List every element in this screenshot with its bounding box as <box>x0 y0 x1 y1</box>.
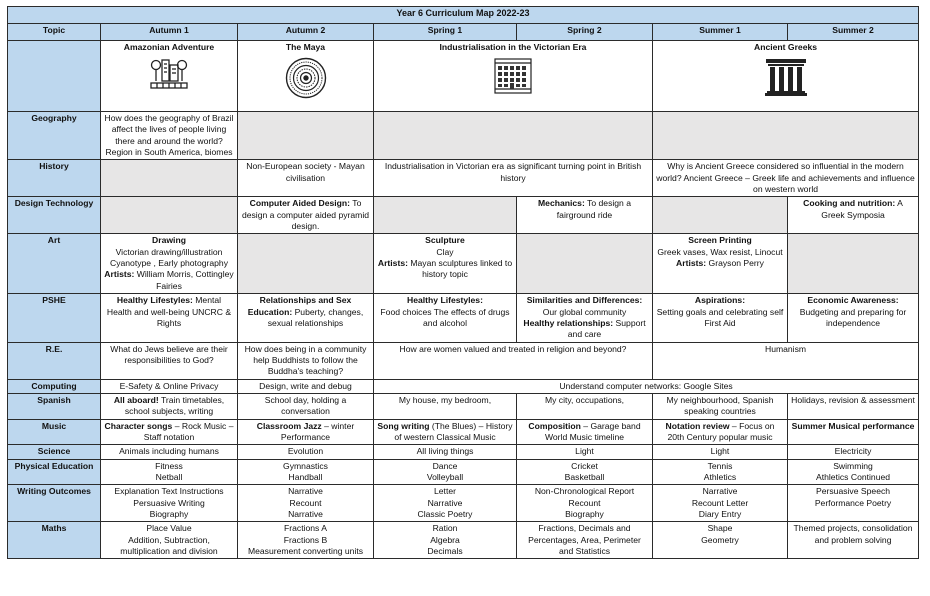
art-spring-1-heading: Sculpture <box>425 235 465 246</box>
art-autumn-1-text: Victorian drawing/illustration Cyanotype , Early photography <box>110 246 228 269</box>
maths-item: Fractions, Decimals and Percentages, Area, Perimeter and Statistics <box>528 523 641 557</box>
topic-the-maya <box>238 41 374 112</box>
maths-item: Geometry <box>701 534 739 545</box>
maths-row <box>8 522 919 559</box>
music-row <box>8 419 919 445</box>
science-autumn-1: Animals including humans <box>101 445 238 459</box>
dt-summer-1 <box>653 197 788 234</box>
history-spring: Industrialisation in Victorian era as significant turning point in British history <box>374 160 653 197</box>
art-summer-1-text: Greek vases, Wax resist, Linocut <box>657 246 783 257</box>
writing-spring-1 <box>374 485 517 522</box>
music-summer-2-heading: Summer Musical performance <box>791 420 915 431</box>
pe-item: Swimming <box>833 460 873 471</box>
history-autumn-2: Non-European society - Mayan civilisation <box>238 160 374 197</box>
subject-label: Music <box>8 419 101 445</box>
topic-title: Industrialisation in the Victorian Era <box>439 42 587 52</box>
topic-row-label <box>8 41 101 112</box>
writing-item: Recount <box>289 497 322 508</box>
topic-ancient-greeks <box>653 41 919 112</box>
pshe-autumn-2 <box>238 294 374 342</box>
pshe-summer-1-text: Setting goals and celebrating self <box>656 306 784 317</box>
pshe-autumn-1 <box>101 294 238 342</box>
writing-item: Recount <box>568 497 601 508</box>
mayan-calendar-icon <box>285 57 327 99</box>
spanish-autumn-1-text: Train timetables, school subjects, writing <box>124 394 225 417</box>
art-spring-1-artists-label: Artists: <box>377 258 408 269</box>
dt-spring-2-heading: Mechanics: <box>538 198 585 209</box>
pshe-summer-2-text: Budgeting and preparing for independence <box>799 306 907 328</box>
dt-autumn-2-text: To design a computer aided pyramid design. <box>241 198 370 232</box>
dt-spring-2-text: To design a fairground ride <box>556 198 631 220</box>
art-autumn-1-artists: William Morris, Cottingley Fairies <box>134 269 234 291</box>
art-autumn-1 <box>101 234 238 294</box>
subject-label: R.E. <box>8 342 101 379</box>
art-spring-1 <box>374 234 517 294</box>
term-header-autumn-1: Autumn 1 <box>101 24 238 41</box>
writing-autumn-1 <box>101 485 238 522</box>
dt-spring-1 <box>374 197 517 234</box>
dt-spring-2 <box>517 197 653 234</box>
art-summer-1-artists: Grayson Perry <box>706 258 764 269</box>
pshe-autumn-1-heading: Healthy Lifestyles: <box>116 295 193 306</box>
subject-label: Physical Education <box>8 459 101 485</box>
topic-title: The Maya <box>285 42 326 52</box>
writing-summer-1 <box>653 485 788 522</box>
dt-summer-2-text: A Greek Symposia <box>821 198 903 220</box>
dt-autumn-2-heading: Computer Aided Design: <box>249 198 351 209</box>
writing-item: Non-Chronological Report <box>534 486 635 497</box>
music-spring-2-heading: Composition <box>528 420 581 431</box>
pe-item: Basketball <box>564 471 605 482</box>
science-row <box>8 445 919 459</box>
pe-item: Volleyball <box>426 471 464 482</box>
pshe-summer-2 <box>788 294 919 342</box>
dt-summer-2-heading: Cooking and nutrition: <box>803 198 896 209</box>
pshe-spring-1-heading: Healthy Lifestyles: <box>407 295 483 306</box>
computing-row <box>8 379 919 393</box>
pe-item: Handball <box>288 471 323 482</box>
pshe-autumn-2-text: Puberty, changes, sexual relationships <box>267 306 364 328</box>
computing-spring-summer: Understand computer networks: Google Sites <box>374 379 919 393</box>
art-spring-1-text: Clay <box>436 246 454 257</box>
writing-item: Letter <box>434 486 456 497</box>
maths-autumn-1 <box>101 522 238 559</box>
maths-item: Fractions A <box>284 523 327 534</box>
writing-item: Performance Poetry <box>814 497 892 508</box>
writing-item: Biography <box>565 509 604 519</box>
pshe-spring-2-text-2: Support and care <box>567 317 646 340</box>
spanish-spring-1: My house, my bedroom, <box>374 393 517 419</box>
writing-outcomes-row <box>8 485 919 522</box>
term-header-summer-1: Summer 1 <box>653 24 788 41</box>
writing-item: Explanation Text Instructions <box>114 486 224 497</box>
music-spring-1-heading: Song writing <box>377 420 430 431</box>
dt-autumn-2 <box>238 197 374 234</box>
science-autumn-2: Evolution <box>238 445 374 459</box>
subject-label: Maths <box>8 522 101 559</box>
history-summer: Why is Ancient Greece considered so influential in the modern world? Ancient Greece – Greek life and achievements and influence on western world <box>653 160 919 197</box>
writing-item: Narrative <box>288 509 323 519</box>
spanish-row <box>8 393 919 419</box>
pe-autumn-2 <box>238 459 374 485</box>
pe-autumn-1 <box>101 459 238 485</box>
subject-label: Geography <box>8 112 101 160</box>
pe-spring-2 <box>517 459 653 485</box>
geography-spring <box>374 112 653 160</box>
topic-row <box>8 41 919 112</box>
term-header-summer-2: Summer 2 <box>788 24 919 41</box>
pe-item: Fitness <box>155 460 183 471</box>
music-autumn-1-heading: Character songs <box>104 420 173 431</box>
term-header-spring-2: Spring 2 <box>517 24 653 41</box>
maths-item: Decimals <box>427 546 463 557</box>
subject-label: Spanish <box>8 393 101 419</box>
maths-item: Shape <box>707 523 733 534</box>
pe-summer-1 <box>653 459 788 485</box>
art-summer-1-heading: Screen Printing <box>688 235 752 246</box>
music-autumn-2-text: – winter Performance <box>280 420 355 442</box>
maths-autumn-2 <box>238 522 374 559</box>
subject-label: Science <box>8 445 101 459</box>
writing-item: Narrative <box>702 486 738 497</box>
term-header-spring-1: Spring 1 <box>374 24 517 41</box>
music-autumn-2-heading: Classroom Jazz <box>256 420 322 431</box>
subject-label: Writing Outcomes <box>8 485 101 522</box>
history-autumn-1 <box>101 160 238 197</box>
map-title: Year 6 Curriculum Map 2022-23 <box>8 7 919 24</box>
maths-summer-1 <box>653 522 788 559</box>
maths-item: Addition, Subtraction, multiplication and division <box>120 534 218 557</box>
music-summer-2 <box>788 419 919 445</box>
science-spring-1: All living things <box>374 445 517 459</box>
geography-autumn-1: How does the geography of Brazil affect the lives of people living there and around the world? Region in South America, biomes <box>101 112 238 160</box>
maths-item: Themed projects, consolidation and problem solving <box>793 523 913 545</box>
re-spring: How are women valued and treated in religion and beyond? <box>374 342 653 379</box>
writing-item: Recount Letter <box>691 497 749 508</box>
maths-item: Ration <box>432 523 458 534</box>
pe-item: Cricket <box>571 460 598 471</box>
art-autumn-1-artists-label: Artists: <box>104 269 135 280</box>
geography-row <box>8 112 919 160</box>
curriculum-map-table <box>7 6 919 559</box>
pe-row <box>8 459 919 485</box>
spanish-autumn-1 <box>101 393 238 419</box>
topic-title: Ancient Greeks <box>754 42 818 52</box>
geography-summer <box>653 112 919 160</box>
music-spring-2-text: – Garage band World Music timeline <box>544 420 641 442</box>
pshe-spring-1-text: Food choices The effects of drugs and alcohol <box>380 306 510 328</box>
pe-spring-1 <box>374 459 517 485</box>
science-spring-2: Light <box>517 445 653 459</box>
music-summer-1-text: – Focus on 20th Century popular music <box>667 420 775 442</box>
topic-title: Amazonian Adventure <box>123 42 215 52</box>
spanish-spring-2: My city, occupations, <box>517 393 653 419</box>
writing-item: Narrative <box>288 486 323 497</box>
pshe-summer-1-text-2: First Aid <box>704 317 736 328</box>
writing-summer-2 <box>788 485 919 522</box>
writing-item: Diary Entry <box>698 509 742 519</box>
writing-item: Persuasive Speech <box>816 486 891 497</box>
re-autumn-1: What do Jews believe are their responsibilities to God? <box>101 342 238 379</box>
computing-autumn-2: Design, write and debug <box>238 379 374 393</box>
computing-autumn-1: E-Safety & Online Privacy <box>101 379 238 393</box>
art-spring-1-artists: Mayan sculptures linked to history topic <box>407 258 513 280</box>
term-header-row <box>8 24 919 41</box>
term-header-autumn-2: Autumn 2 <box>238 24 374 41</box>
pshe-autumn-2-heading: Relationships and Sex Education: <box>247 295 352 317</box>
pshe-summer-2-heading: Economic Awareness: <box>807 295 899 306</box>
maths-item: Fractions B <box>283 534 328 545</box>
art-autumn-1-heading: Drawing <box>152 235 186 246</box>
music-autumn-1 <box>101 419 238 445</box>
pshe-spring-1 <box>374 294 517 342</box>
spanish-autumn-1-heading: All aboard! <box>113 394 159 405</box>
topic-amazonian-adventure <box>101 41 238 112</box>
title-row <box>8 7 919 24</box>
science-summer-1: Light <box>653 445 788 459</box>
dt-summer-2 <box>788 197 919 234</box>
music-spring-1 <box>374 419 517 445</box>
maths-item: Algebra <box>430 534 460 545</box>
pe-item: Athletics Continued <box>816 471 891 482</box>
art-row <box>8 234 919 294</box>
writing-item: Persuasive Writing <box>133 497 205 508</box>
pe-item: Tennis <box>707 460 733 471</box>
art-summer-1 <box>653 234 788 294</box>
pe-item: Netball <box>155 471 183 482</box>
spanish-autumn-2: School day, holding a conversation <box>238 393 374 419</box>
greek-temple-icon <box>764 57 808 97</box>
maths-spring-1 <box>374 522 517 559</box>
re-summer: Humanism <box>653 342 919 379</box>
music-autumn-1-text: – Rock Music – Staff notation <box>143 420 234 442</box>
music-summer-1-heading: Notation review <box>665 420 730 431</box>
music-summer-1 <box>653 419 788 445</box>
writing-item: Biography <box>149 509 189 519</box>
pe-item: Dance <box>432 460 458 471</box>
subject-label: PSHE <box>8 294 101 342</box>
pshe-spring-2 <box>517 294 653 342</box>
subject-label: Design Technology <box>8 197 101 234</box>
factory-building-icon <box>493 57 533 95</box>
science-summer-2: Electricity <box>788 445 919 459</box>
writing-autumn-2 <box>238 485 374 522</box>
music-spring-1-text: (The Blues) – History of western Classical Music <box>394 420 513 442</box>
topic-industrialisation-victorian-era <box>374 41 653 112</box>
re-row <box>8 342 919 379</box>
topic-header: Topic <box>8 24 101 41</box>
city-icon <box>147 57 191 91</box>
maths-spring-2 <box>517 522 653 559</box>
art-summer-1-artists-label: Artists: <box>676 258 707 269</box>
subject-label: History <box>8 160 101 197</box>
pshe-spring-2-heading-2: Healthy relationships: <box>523 317 614 328</box>
pshe-summer-1 <box>653 294 788 342</box>
spanish-summer-2: Holidays, revision & assessment <box>788 393 919 419</box>
music-spring-2 <box>517 419 653 445</box>
re-autumn-2: How does being in a community help Buddhists to follow the Buddha's teaching? <box>238 342 374 379</box>
art-summer-2 <box>788 234 919 294</box>
pe-summer-2 <box>788 459 919 485</box>
writing-item: Narrative <box>427 497 463 508</box>
music-autumn-2 <box>238 419 374 445</box>
subject-label: Computing <box>8 379 101 393</box>
pshe-spring-2-heading-1: Similarities and Differences: <box>526 295 643 306</box>
spanish-summer-1: My neighbourhood, Spanish speaking countries <box>653 393 788 419</box>
pe-item: Athletics <box>703 471 737 482</box>
art-spring-2 <box>517 234 653 294</box>
design-technology-row <box>8 197 919 234</box>
pe-item: Gymnastics <box>283 460 328 471</box>
pshe-row <box>8 294 919 342</box>
subject-label: Art <box>8 234 101 294</box>
writing-spring-2 <box>517 485 653 522</box>
dt-autumn-1 <box>101 197 238 234</box>
writing-item: Classic Poetry <box>417 509 473 519</box>
maths-item: Measurement converting units <box>247 546 364 557</box>
geography-autumn-2 <box>238 112 374 160</box>
history-row <box>8 160 919 197</box>
maths-item: Place Value <box>146 523 192 534</box>
maths-summer-2 <box>788 522 919 559</box>
art-autumn-2 <box>238 234 374 294</box>
pshe-spring-2-text-1: Our global community <box>542 306 627 317</box>
pshe-summer-1-heading: Aspirations: <box>694 295 746 306</box>
pshe-autumn-1-text: Mental Health and well-being UNCRC & Rights <box>106 295 232 328</box>
